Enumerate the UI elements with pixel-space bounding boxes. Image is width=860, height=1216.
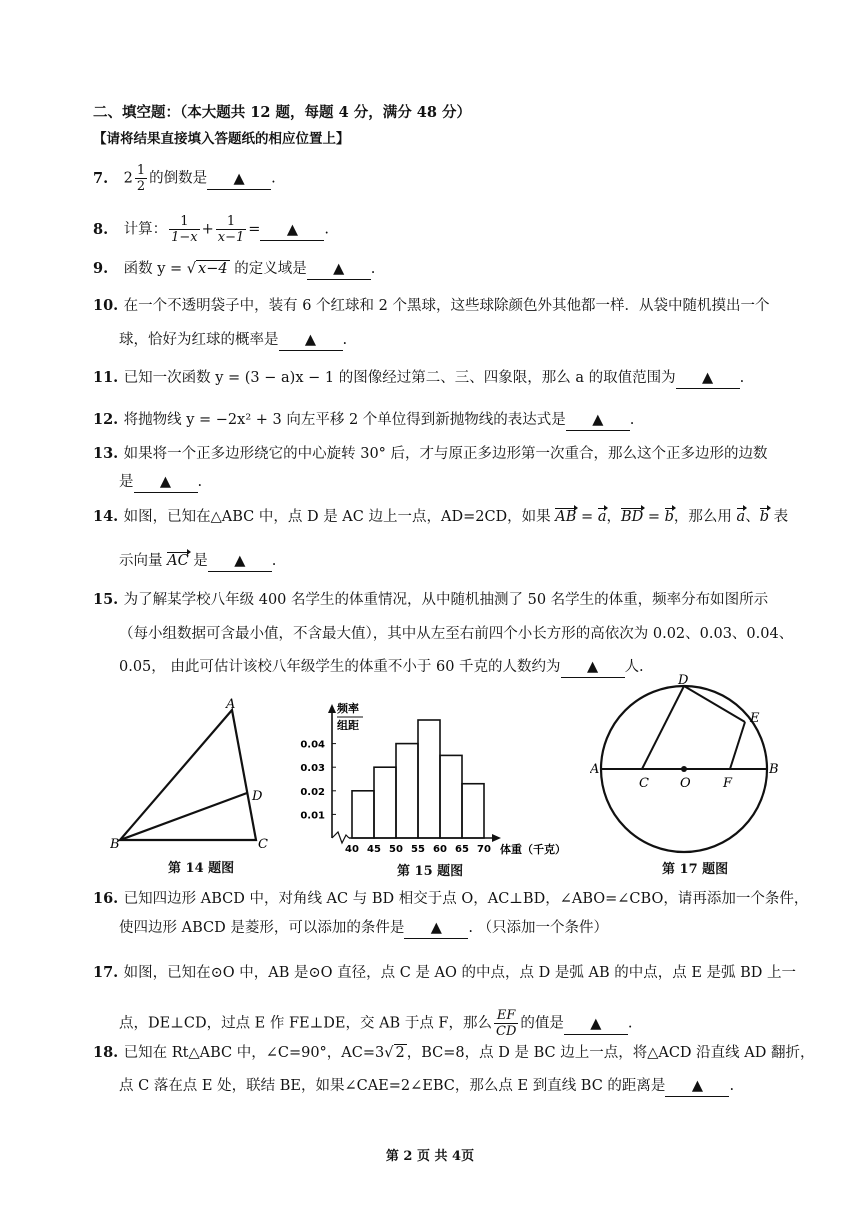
vector-a: a (597, 509, 607, 525)
triangle-abc (120, 710, 256, 840)
question-number: 16. (93, 890, 119, 907)
question-text: 是 (119, 474, 134, 490)
question-text: ，BC=8，点 D 是 BC 边上一点，将△ACD 沿直线 AD 翻折， (406, 1045, 815, 1061)
fraction (135, 163, 147, 194)
answer-blank: ▲ (665, 1076, 729, 1097)
question-text: 点 C 落在点 E 处，联结 BE，如果∠CAE=2∠EBC，那么点 E 到直线 BC 的距离是 (119, 1078, 666, 1094)
question-number: 18. (93, 1044, 119, 1061)
x-ticks (345, 844, 491, 855)
mixed-number-whole: 2 (123, 170, 133, 187)
unit-text: 人. (624, 659, 644, 675)
question-text: 的定义域是 (229, 261, 307, 277)
figure-14-caption: 第 14 题图 (168, 861, 235, 876)
histogram-bar (440, 755, 462, 838)
histogram-bar (418, 720, 440, 838)
question-text: 如果将一个正多边形绕它的中心旋转 30° 后，才与原正多边形第一次重合，那么这个正多边形的边数 (123, 446, 768, 462)
question-18 (93, 1043, 814, 1063)
x-axis-label: 体重（千克） (500, 843, 566, 855)
question-number: 11. (93, 369, 119, 386)
x-tick-label: 55 (411, 844, 425, 855)
vector-b: b (664, 509, 674, 525)
y-tick-label: 0.02 (300, 786, 325, 798)
center-point (681, 766, 687, 772)
figure-15-caption: 第 15 题图 (397, 864, 464, 879)
answer-blank: ▲ (260, 220, 324, 241)
fraction-numerator: 1 (169, 214, 200, 230)
question-16-line2: 使四边形 ABCD 是菱形，可以添加的条件是 ▲ . （只添加一个条件） (119, 918, 608, 939)
fraction (169, 214, 200, 245)
page-footer: 第 2 页 共 4页 (385, 1149, 475, 1164)
radicand: 2 (395, 1045, 405, 1061)
histogram-bar (352, 791, 374, 838)
section-instruction: 【请将结果直接填入答题纸的相应位置上】 (93, 131, 350, 147)
label-c: C (639, 776, 649, 791)
section-header: 二、填空题：（本大题共 12 题，每题 4 分，满分 48 分） (93, 104, 471, 121)
fraction-numerator: 1 (216, 214, 247, 230)
question-14 (93, 507, 788, 527)
x-tick-label: 50 (389, 844, 403, 855)
question-text: 是 (188, 553, 208, 569)
axis-break (332, 832, 349, 843)
y-tick-label: 0.03 (300, 763, 325, 775)
separator: 、 (745, 509, 760, 525)
vector-a: a (736, 509, 746, 525)
answer-blank: ▲ (307, 259, 371, 280)
question-number: 14. (93, 508, 119, 525)
question-17-line2: 点，DE⊥CD，过点 E 作 FE⊥DE，交 AB 于点 F，那么 $\frac{EF}{CD}$ 的值是 ▲ . (119, 1008, 633, 1039)
question-number: 12. (93, 411, 119, 428)
y-tick-label: 0.01 (300, 810, 325, 822)
fraction-denominator: 1−x (171, 230, 198, 245)
radicand: x−4 (198, 261, 228, 277)
y-ticks (300, 740, 336, 822)
figure-17-circle (590, 672, 790, 857)
answer-blank: ▲ (566, 410, 630, 431)
question-18-line2: 点 C 落在点 E 处，联结 BE，如果∠CAE=2∠EBC，那么点 E 到直线 BC 的距离是 ▲ . (119, 1076, 734, 1097)
question-12: 12. 将抛物线 y = −2x² + 3 向左平移 2 个单位得到新抛物线的表达式是 ▲ . (93, 410, 634, 431)
question-prefix: 计算： (123, 221, 168, 238)
equals-sign: = (576, 509, 598, 525)
x-tick-label: 45 (367, 844, 381, 855)
question-number: 7. (93, 169, 109, 187)
question-8: 8. 计算： $\frac{1}{1-x}$ + $\frac{1}{x-1}$ = ▲ . (93, 214, 330, 245)
question-number: 13. (93, 445, 119, 462)
fraction-denominator: CD (496, 1024, 517, 1039)
x-tick-label: 40 (345, 844, 359, 855)
question-text: 将抛物线 y = −2x² + 3 向左平移 2 个单位得到新抛物线的表达式是 (123, 412, 566, 428)
label-c: C (258, 837, 268, 852)
histogram-bar (374, 767, 396, 838)
question-7: 7. 2 $\frac{1}{2}$ 的倒数是 ▲ . (93, 163, 276, 194)
x-tick-label: 65 (455, 844, 469, 855)
question-number: 17. (93, 964, 119, 981)
x-tick-label: 70 (477, 844, 491, 855)
question-text: 已知一次函数 y = (3 − a)x − 1 的图像经过第二、三、四象限，那么 a 的取值范围为 (123, 370, 676, 386)
question-16 (93, 889, 808, 909)
question-text: 为了解某学校八年级 400 名学生的体重情况，从中随机抽测了 50 名学生的体重，频率分布如图所示 (123, 592, 769, 608)
vector-ab: AB (555, 509, 577, 525)
answer-blank: ▲ (561, 657, 625, 678)
fraction-numerator: EF (494, 1008, 518, 1024)
equals-sign: = (643, 509, 665, 525)
figure-17-caption: 第 17 题图 (662, 862, 729, 877)
fraction-denominator: 2 (136, 179, 146, 194)
question-10 (93, 296, 770, 316)
question-15-line3 (119, 657, 644, 678)
question-15-line2: （每小组数据可含最小值，不含最大值），其中从左至右前四个小长方形的高依次为 0.02、0.03、0.04、 (119, 626, 794, 642)
question-text: 0.05， 由此可估计该校八年级学生的体重不小于 60 千克的人数约为 (119, 659, 561, 675)
histogram-bars (352, 720, 484, 838)
answer-blank: ▲ (564, 1014, 628, 1035)
question-17 (93, 963, 796, 983)
plus-sign: + (201, 221, 214, 238)
question-number: 9. (93, 260, 109, 277)
question-text: 使四边形 ABCD 是菱形，可以添加的条件是 (119, 920, 405, 936)
fraction (494, 1008, 518, 1039)
x-tick-label: 60 (433, 844, 447, 855)
answer-blank: ▲ (404, 918, 468, 939)
x-axis-arrow (492, 834, 501, 842)
label-d: D (252, 789, 263, 804)
question-text: 已知四边形 ABCD 中，对角线 AC 与 BD 相交于点 O，AC⊥BD，∠ABO=∠CBO，请再添加一个条件， (123, 891, 809, 907)
question-11: 11. 已知一次函数 y = (3 − a)x − 1 的图像经过第二、三、四象限，那么 a 的取值范围为 ▲ . (93, 368, 744, 389)
y-axis-arrow (328, 704, 336, 713)
question-10-line2: 球，恰好为红球的概率是 ▲ . (119, 330, 347, 351)
answer-blank: ▲ (676, 368, 740, 389)
vector-b: b (759, 509, 769, 525)
y-label-top: 频率 (337, 702, 359, 715)
question-number: 15. (93, 591, 119, 608)
question-text: 示向量 (119, 553, 168, 569)
answer-blank: ▲ (208, 551, 272, 572)
sqrt-sign: √ (384, 1045, 394, 1061)
label-e: E (750, 711, 760, 726)
figure-15-histogram (295, 700, 585, 855)
figure-14-triangle (110, 692, 280, 852)
y-label-bottom: 组距 (337, 719, 359, 732)
segment-cd (642, 686, 684, 769)
question-15 (93, 590, 768, 610)
question-13 (93, 444, 768, 464)
question-9: 9. 函数 y = √ x−4 的定义域是 ▲ . (93, 259, 375, 280)
label-b: B (110, 837, 120, 852)
question-text: ，那么用 (673, 509, 737, 525)
question-number: 8. (93, 220, 109, 238)
label-o: O (680, 776, 691, 791)
label-a: A (590, 762, 600, 777)
sqrt-sign: √ (186, 261, 197, 277)
histogram-bar (462, 784, 484, 838)
fraction-numerator: 1 (136, 163, 146, 178)
answer-blank: ▲ (279, 330, 343, 351)
question-text: 的值是 (520, 1015, 564, 1032)
vector-ac: AC (167, 553, 189, 569)
answer-blank: ▲ (207, 169, 271, 190)
label-a: A (226, 697, 236, 712)
vector-bd: BD (620, 509, 644, 525)
separator: ， (606, 509, 621, 525)
segment-ef (730, 722, 745, 769)
answer-blank: ▲ (134, 472, 198, 493)
question-text: 表 (768, 509, 789, 525)
question-text: 的倒数是 (149, 170, 208, 187)
y-tick-label: 0.04 (300, 739, 325, 751)
question-text: 已知在 Rt△ABC 中，∠C=90°，AC=3 (123, 1045, 385, 1061)
equals-sign: = (248, 221, 261, 238)
question-14-line2: 示向量 AC 是 ▲ . (119, 551, 276, 572)
question-text: 球，恰好为红球的概率是 (119, 332, 279, 348)
question-note: （只添加一个条件） (477, 920, 609, 936)
label-f: F (723, 776, 733, 791)
label-b: B (769, 762, 779, 777)
question-text: 点，DE⊥CD，过点 E 作 FE⊥DE，交 AB 于点 F，那么 (119, 1015, 492, 1032)
fraction-denominator: x−1 (217, 230, 245, 245)
question-text: 如图，已知在⊙O 中，AB 是⊙O 直径，点 C 是 AO 的中点，点 D 是弧 AB 的中点，点 E 是弧 BD 上一 (123, 965, 797, 981)
question-text: 在一个不透明袋子中，装有 6 个红球和 2 个黑球，这些球除颜色外其他都一样．从袋中随机摸出一个 (123, 298, 770, 314)
question-number: 10. (93, 297, 119, 314)
histogram-bar (396, 744, 418, 838)
question-prefix: 函数 y = (123, 261, 187, 277)
question-text: 如图，已知在△ABC 中，点 D 是 AC 边上一点，AD=2CD，如果 (123, 509, 556, 525)
question-13-line2: 是 ▲ . (119, 472, 202, 493)
fraction (216, 214, 247, 245)
label-d: D (678, 673, 689, 688)
